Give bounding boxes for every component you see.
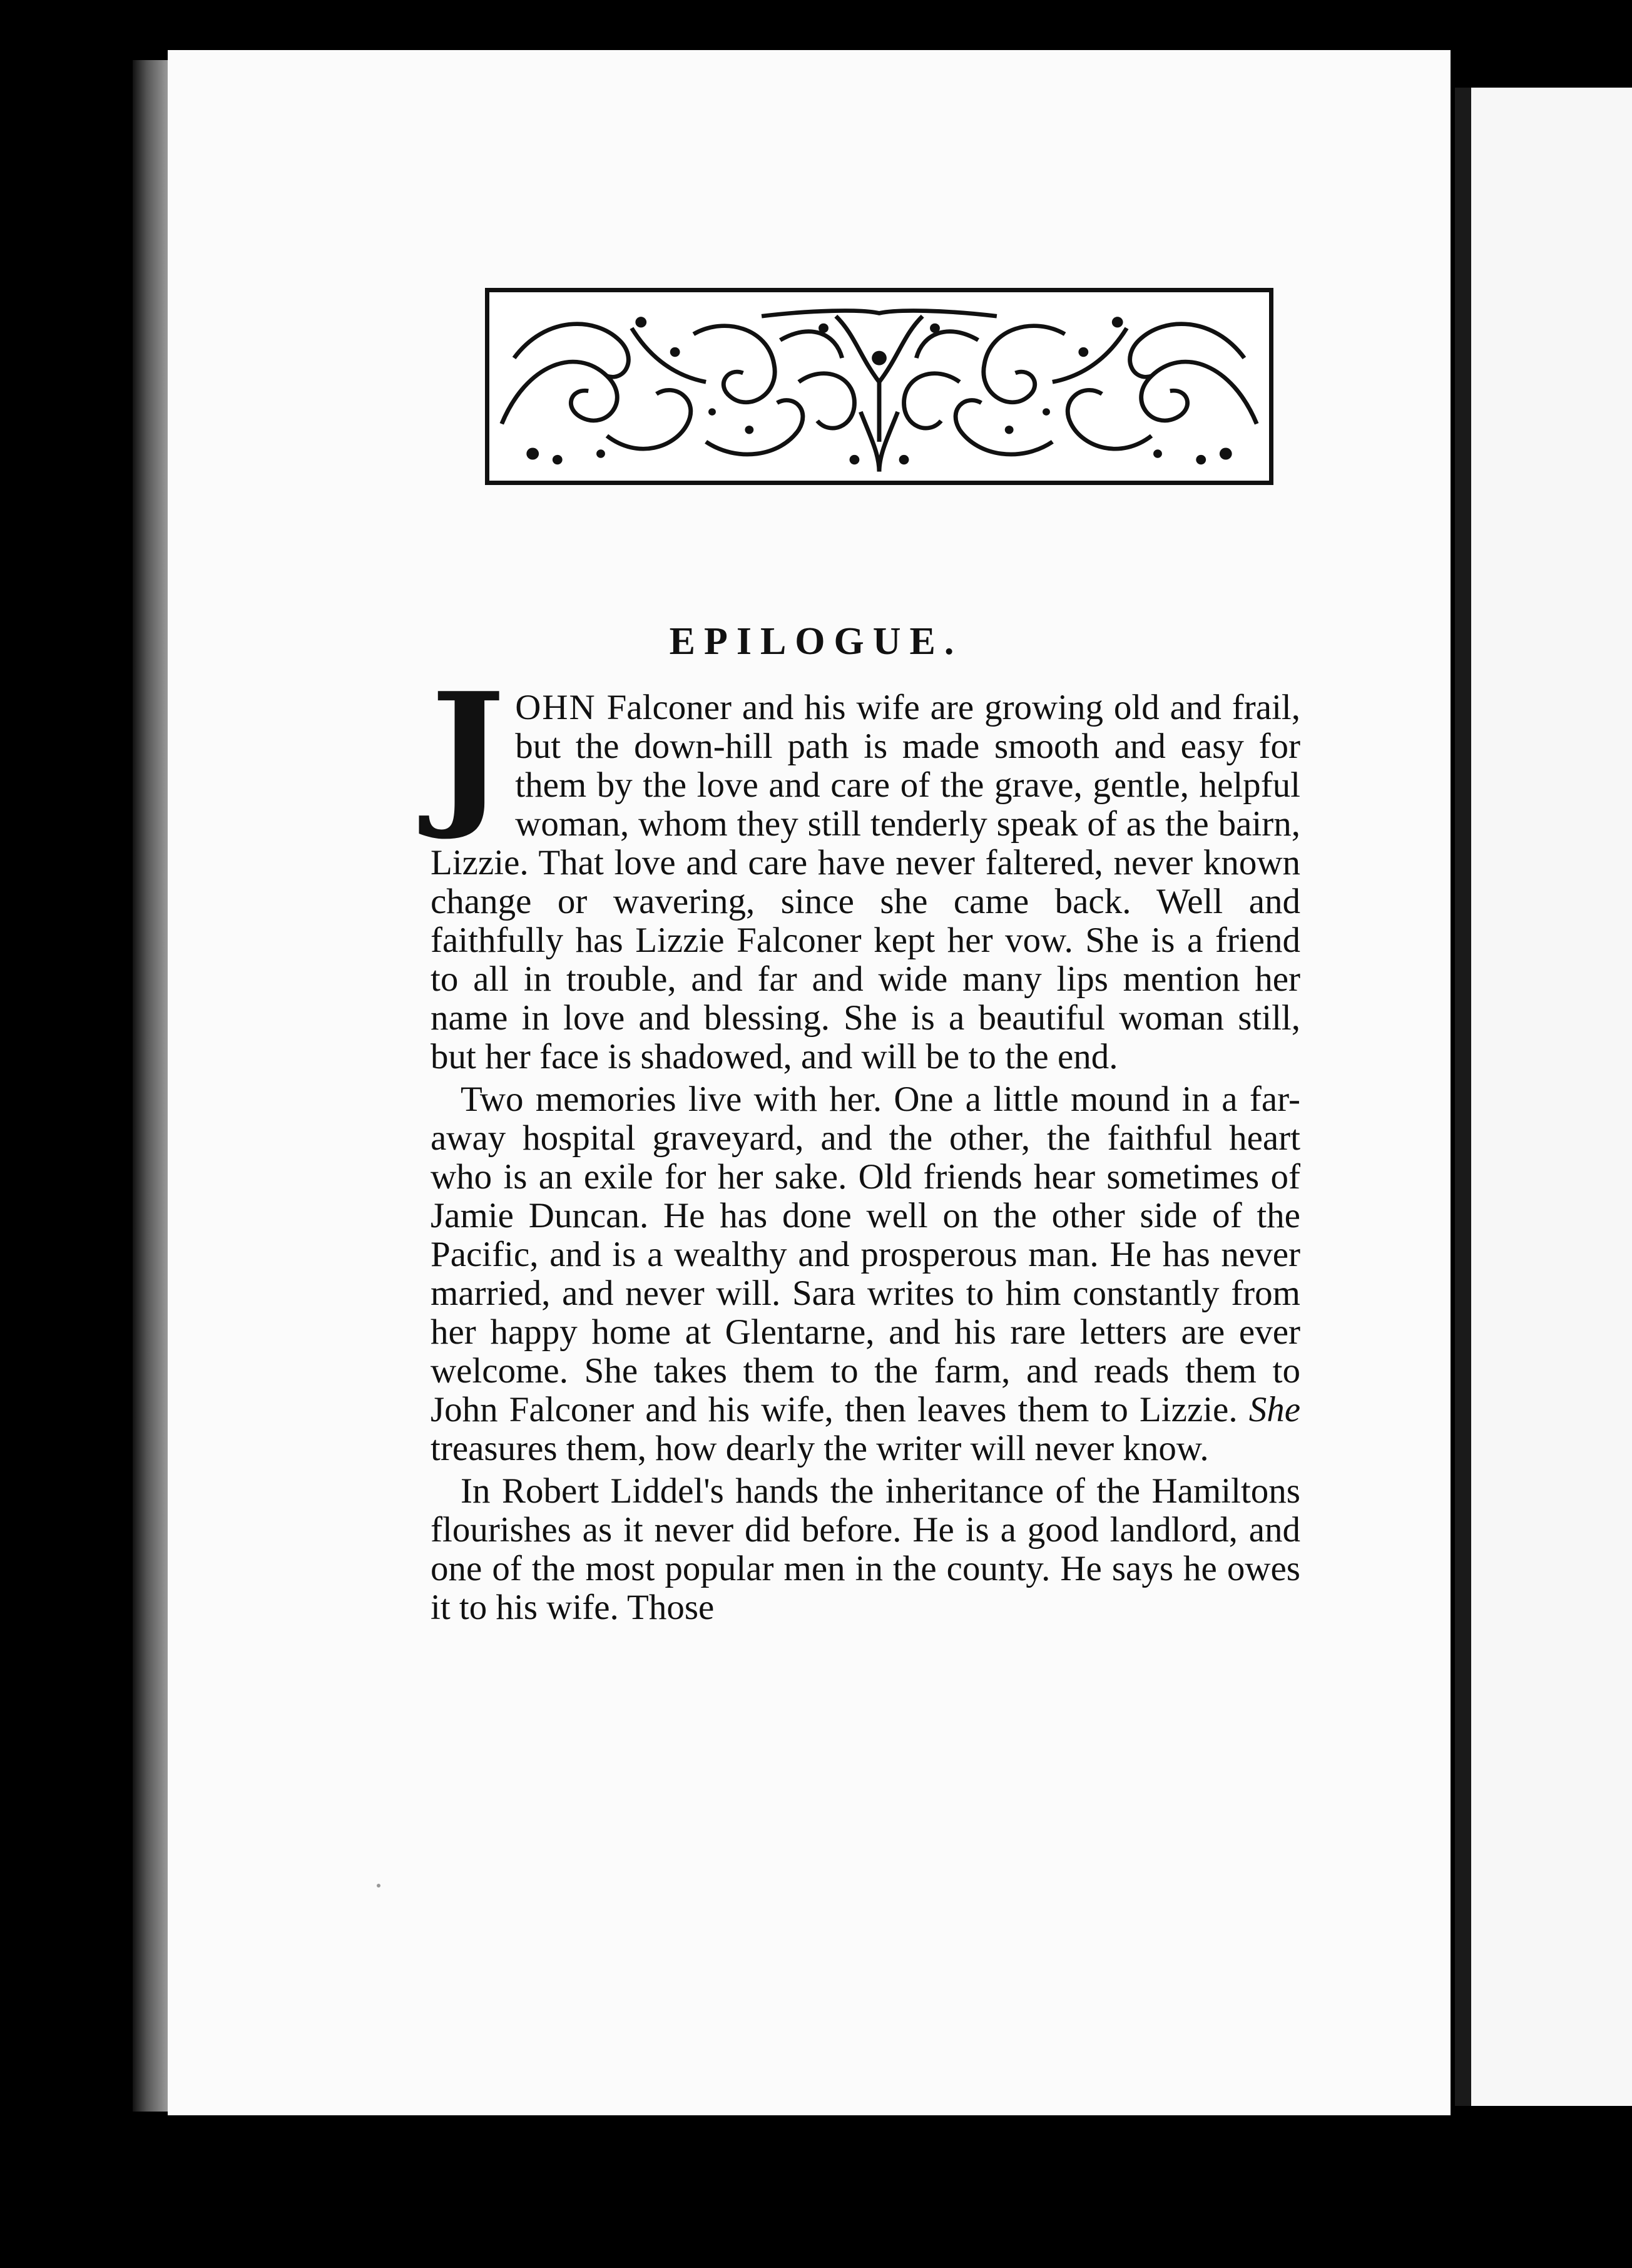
paragraph-2-text-end: treasures them, how dearly the writer will never know.: [431, 1429, 1209, 1468]
headpiece-ornament: [485, 288, 1273, 485]
chapter-heading: EPILOGUE.: [669, 620, 963, 663]
paragraph-2: [431, 1080, 1300, 1468]
page-edge-left: [133, 60, 168, 2112]
facing-page-edge: [1455, 88, 1632, 2106]
body-text: [431, 658, 1300, 1627]
paragraph-3: In Robert Liddel's hands the inheritance of the Hamiltons flourishes as it never did before. He is a good landlord, and one of the most popular men in the county. He says he owes it to his wife. Those: [431, 1471, 1300, 1627]
paragraph-1-text: Falconer and his wife are growing old and frail, but the down-hill path is made smooth and easy for them by the love and care of the grave, gentle, helpful woman, whom they still tenderly speak of as the bairn, Lizzie. That love and care have never faltered, never known change or wavering, since she came back. Well and faithfully has Lizzie Falconer kept her vow. She is a friend to all in trouble, and far and wide many lips mention her name in love and blessing. She is a beautiful woman still, but her face is shadowed, and will be to the end.: [431, 688, 1300, 1076]
paragraph-2-text-start: Two memories live with her. One a little mound in a far-away hospital graveyard, and the other, the faithful heart who is an exile for her sake. Old friends hear sometimes of Jamie Duncan. He has done well on the other side of the Pacific, and is a wealthy and prosperous man. He has never married, and never will. Sara writes to him constantly from her happy home at Glentarne, and his rare letters are ever welcome. She takes them to the farm, and reads them to John Falconer and his wife, then leaves them to Lizzie.: [431, 1080, 1300, 1429]
scrollwork-ornament: [489, 292, 1269, 481]
paragraph-1: [431, 658, 1300, 1076]
emphasized-word: She: [1248, 1390, 1300, 1429]
paper-speck: [377, 1884, 380, 1887]
opening-word: OHN: [515, 688, 596, 727]
drop-cap: J: [431, 658, 506, 844]
